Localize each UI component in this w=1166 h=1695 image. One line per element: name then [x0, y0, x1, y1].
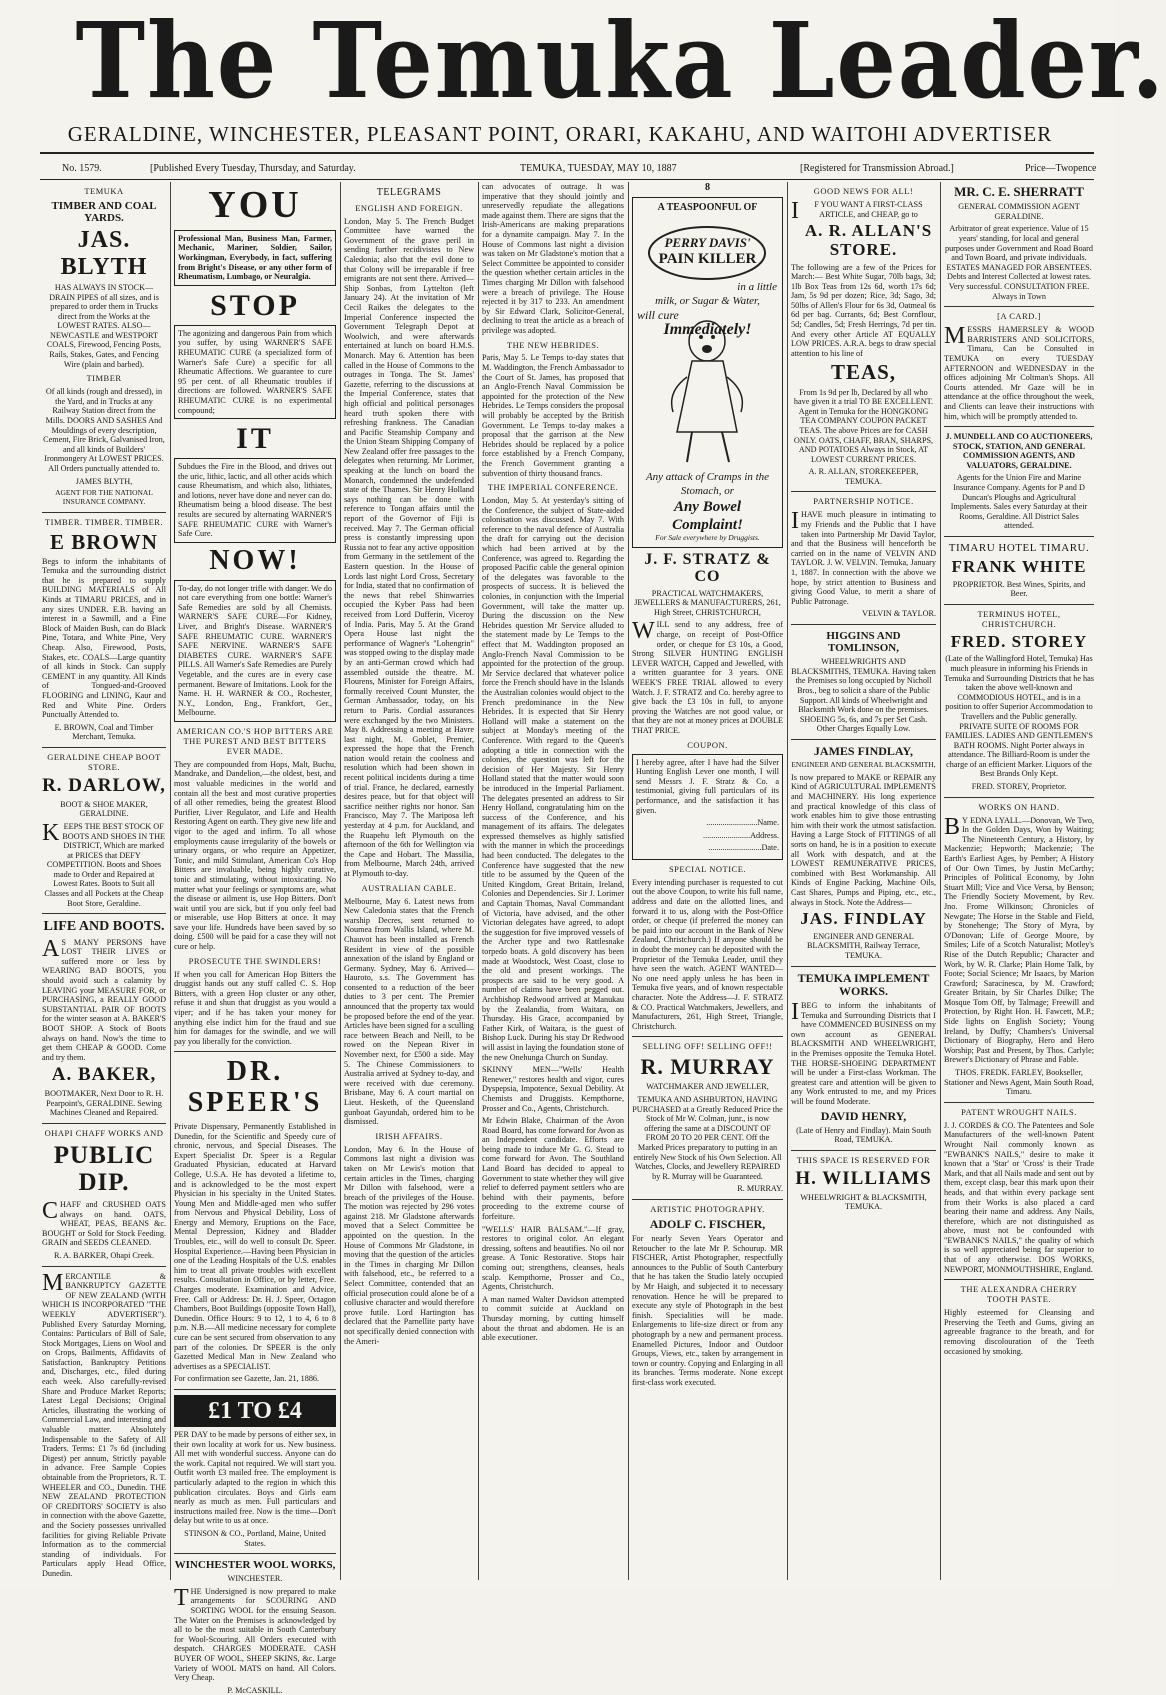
divider [944, 536, 1094, 537]
mundell-heading: J. MUNDELL AND CO AUCTIONEERS, STOCK, STATION, AND GENERAL COMMISSION AGENTS, AND VALUATORS, GERALDINE. [945, 432, 1093, 470]
speer-heading: DR. SPEER'S [187, 1056, 323, 1119]
australian-news-body: Melbourne, May 6. Latest news from New Caledonia states that the French warship Decres, sent returned to Noumea from Wallis Island, where M. Chauvot has been installed as French Resident in view of the possible annexation of the island by England or Germany. Sydney, May 6. Arrived—Hauroto, s.s. The Government has consented to a reduction of the beer duties to 3 per cent. The Premier announced that the property tax would be proposed before the end of the year. Articles have been signed for a sculling race between Beach and Neill, to be rowed on the Nepean River in November next, for £500 a side. May 5. The Chinese Commissioners to Australia arrived at Sydney to-day, and were received with due ceremony. Brisbane, May 6. A court martial on Lieut. Hesketh, of the Queensland gunboat Gayundah, ordered him to be dismissed. [344, 896, 474, 1127]
williams-name: H. WILLIAMS [795, 1167, 932, 1189]
perry-davis-name: PERRY DAVIS' [664, 235, 751, 251]
column-2 [174, 182, 336, 1695]
david-henry-name: DAVID HENRY, [820, 1108, 907, 1123]
blyth-timber: TIMBER [86, 373, 122, 384]
darlow-body: KEEPS THE BEST STOCK OF BOOTS AND SHOES IN THE DISTRICT, Which are marked at PRICES that DEFY COMPETITION. Boots and Shoes made to Order and Repaired at Lowest Rates. Boots to Suit all Classes and all Pockets at the Cheap Boot Store, Geraldine. [42, 819, 165, 908]
david-henry-sub: (Late of Henry and Findlay). Main South Road, TEMUKA. [796, 1125, 931, 1145]
column-7 [944, 182, 1094, 1580]
mundell-body: Agents for the Union Fire and Marine Insurance Company. Agents for P and D Duncan's Ploughs and Agricultural Implements. Sales every Saturday at their Rooms, Geraldine. All District Sales attended. [950, 473, 1088, 531]
wool-sub: WINCHESTER. [227, 1574, 283, 1584]
findlay-name: JAS. FINDLAY [800, 909, 927, 929]
terminus-hotel-heading: TERMINUS HOTEL, CHRISTCHURCH. [977, 608, 1061, 629]
will-cure-text: will cure [637, 308, 679, 323]
column-1 [42, 182, 166, 1580]
fischer-body: For nearly Seven Years Operator and Retoucher to the late Mr P. Schourup. MR FISCHER, Artist Photographer, respectfully announces to the Public of South Canterbury that he has taken the Studio lately occupied by Mr Haigh, and subjected it to necessary renovation. Hence he will be prepared to execute any style of Photograph in the best finish. Specialities will be made. Enlargements to life-size direct or from any photograph by a new and permanent process. Enamelled Pictures, Indoor and Outdoor Groups, Views, etc., taken by arrangement in town or country. Copying and Enlarging in all its branches. Terms moderate. None except first-class work executed. [632, 1234, 783, 1388]
divider [791, 739, 936, 740]
issue-date: TEMUKA, TUESDAY, MAY 10, 1887 [520, 163, 677, 174]
divider [944, 426, 1094, 427]
coupon-body: I hereby agree, after I have had the Silver Hunting English Lever one month, I will send Messrs J. F. Stratz & Co. a testimonial, giving full particulars of its performance, and the satisfaction it has given. [636, 757, 779, 815]
williams-sub: WHEELWRIGHT & BLACKSMITH, TEMUKA. [800, 1192, 927, 1212]
stinson-heading: £1 TO £4 [174, 1395, 336, 1427]
frank-white-sub: PROPRIETOR. Best Wines, Spirits, and Beer. [952, 579, 1086, 599]
column-divider [628, 182, 629, 1580]
selling-off-heading: SELLING OFF! SELLING OFF!! [642, 1041, 773, 1052]
bowel-complaint-text: Any Bowel Complaint! [672, 498, 743, 533]
teas-heading: TEAS, [830, 360, 897, 385]
coupon-date-line[interactable]: ..........................Date. [708, 843, 779, 853]
dateline-rule [40, 179, 1094, 180]
dip-body: CHAFF and CRUSHED OATS always on hand. OATS, WHEAT, PEAS, BEANS &c. BOUGHT or Sold for Stock Feeding. GRAIN and SEEDS CLEANED. [42, 1197, 166, 1248]
timaru-hotel-heading: TIMARU HOTEL TIMARU. [948, 542, 1090, 555]
registration-note: [Registered for Transmission Abroad.] [800, 163, 954, 174]
frank-white-name: FRANK WHITE [951, 556, 1087, 576]
storey-signature: FRED. STOREY, Proprietor. [971, 782, 1067, 792]
works-on-hand-heading: WORKS ON HAND. [978, 801, 1060, 812]
baker-name: A. BAKER, [51, 1064, 157, 1086]
new-hebrides-heading: THE NEW HEBRIDES. [506, 339, 600, 350]
divider [944, 306, 1094, 307]
divider [791, 491, 936, 492]
sherratt-body: Arbitrator of great experience. Value of 15 years' standing, for local and general purposes under Government and Road Board and Town Board, and private individuals. ESTATES MANAGED FOR ABSENTEES. Debts and Interest Collected at lowest rates. Very successful. CONSULTATION FREE. Always in Town [944, 224, 1094, 301]
dip-signature: R. A. BARKER, Ohapi Creek. [53, 1250, 155, 1260]
card-heading: [A CARD.] [997, 311, 1041, 322]
it-heading: IT [236, 422, 274, 456]
pain-killer-illustration [637, 217, 778, 467]
hebrides-news-body: Paris, May 5. Le Temps to-day states that M. Waddington, the French Ambassador to the Court of St. James, has proposed that an Anglo-French Naval Commission be appointed for the protection of the New Hebrides. Le Temps considers the proposal will probably be accepted by the British Government. Le Temps to-day makes a proposal that the garrison at the New Hebrides should be replaced by a police force established by a French Company, the French Government granting a subvention of thirty thousand francs. [482, 353, 624, 478]
dip-heading: OHAPI CHAFF WORKS AND [44, 1128, 164, 1139]
cramps-text: Any attack of Cramps in the Stomach, or [645, 471, 770, 497]
partnership-signature: VELVIN & TAYLOR. [862, 609, 936, 619]
stinson-body: PER DAY to be made by persons of either sex, in their own locality at work for us. New business. All met with wonderful success. Anyone can do the work. Capital not required. We will start you. Outfit worth £3 mailed free. The employment is particularly adapted to the region in which this publication circulates. Boys and Girls earn nearly as much as men. Full particulars and instructions mailed free. Now is the time—Don't delay but write to us at once. [174, 1430, 336, 1526]
it-body: Subdues the Fire in the Blood, and drives out the uric, lithic, lactic, and all other acids which cause Rheumatism, and which also, lithiates, and lotions, never have done and never can do. Rheumatism being a blood disease. The best results are secured by alternating WARNER'S SAFE RHEUMATIC CURE with Warner's Safe Cure. [174, 458, 336, 543]
gazette-body: MERCANTILE & BANKRUPTCY GAZETTE OF NEW ZEALAND (WITH WHICH IS INCORPORATED "THE WEEKLY ADVERTISER"). Published Every Saturday Morning, Contains: Particulars of Bill of Sale, Stock Mortgages, Liens on Wool and on Crops, Bailments, Affidavits of Satisfaction, Bankruptcy Petitions and, Discharges, etc., filed during each week. Also carefully-revised Share and Produce Market Reports; Latest Legal Decisions; Original Articles, illustrating the working of Commercial Law, and interesting and valuable matter. Absolutely Indispensable to the Safety of All Traders. Terms: £1 7s 6d (including Digest) per annum, Strictly payable in advance. Free Sample Copies obtainable from the Proprietors, R. T. WHEELER and CO., Dunedin. THE NEW ZEALAND PROTECTION OF CREDITORS' SOCIETY is also in connection with the above Gazette, and the Society possesses unrivalled facilities for giving Reliable Private Information as to the commercial standing of individuals. For Particulars apply Head Office, Dunedin. [42, 1269, 166, 1578]
darlow-sub: BOOT & SHOE MAKER, GERALDINE. [60, 799, 148, 819]
imperial-conference-heading: THE IMPERIAL CONFERENCE. [487, 482, 619, 493]
baker-body: AS MANY PERSONS have LOST THEIR LIVES or suffered more or less by WEARING BAD BOOTS, you should avoid such a calamity by LEAVING your MEASURE FOR, or PURCHASING, a REALLY GOOD SUBSTANTIAL PAIR OF BOOTS for the winter season at A. BAKER'S BOOT SHOP. A Stock of Boots always on hand. Now's the time to get them CHEAP & GOOD. Come and try them. [42, 935, 166, 1062]
baker-heading: LIFE AND BOOTS. [43, 919, 165, 935]
divider [944, 1102, 1094, 1103]
telegrams-heading: TELEGRAMS [376, 187, 442, 198]
divider [174, 1389, 336, 1390]
divider [791, 624, 936, 625]
implement-works-body: IBEG to inform the inhabitants of Temuka and Surrounding Districts that I have COMMENCED BUSINESS on my own account as GENERAL BLACKSMITH AND WHEELWRIGHT, in the Premises opposite the Temuka Hotel. THE HORSE-SHOEING DEPARTMENT will be under a First-class Workman. The greatest care and attention will be given to any Work entrusted to me, and my Prices will be found Moderate. [791, 998, 936, 1106]
stratz-name: J. F. STRATZ & CO [644, 550, 771, 586]
column-divider [940, 182, 941, 1580]
blyth-agent: AGENT FOR THE NATIONAL INSURANCE COMPANY. [55, 488, 153, 506]
allan-store-name: A. R. ALLAN'S STORE. [804, 221, 933, 259]
good-news-heading: GOOD NEWS FOR ALL! [813, 186, 914, 196]
milk-text: milk, or Sugar & Water, [655, 295, 760, 308]
nails-heading: PATENT WROUGHT NAILS. [961, 1106, 1077, 1117]
teaspoonful-text: A TEASPOONFUL OF [657, 201, 758, 213]
dip-name: PUBLIC DIP. [53, 1141, 155, 1197]
sale-text: For Sale everywhere by Druggists. [655, 532, 760, 542]
conference-news-body: London, May 5. At yesterday's sitting of the Conference, the subject of State-aided colonisation was discussed. May 7. With reference to the naval defence of Australia the draft for carrying out the decision which had been arrived at by the Conference, was agreed to. Regarding the proposed Pacific cable the general opinion of the delegates was favorable to the prospects of success. It is believed the colonies, in conjunction with the Imperial Government, will take the matter up. During the discussion on the New Hebrides question Mr Service alluded to the statement made by Le Temps to the effect that M. Waddington proposed an Anglo-French Naval Commission to be appointed for the protection of the group. Mr Service declared that whatever police force the French should have in the Islands the Australian colonies would object to the French predominance in the New Hebrides. It is expected that Sir Henry Holland will make a statement on the subject at Monday's meeting of the Conference. With regard to the Queen's adopting a title in connection with the colonies, the question was left for the decision of Her Majesty. Sir Henry Holland stated that the matter would soon be introduced in the Imperial Parliament. The delegates presented an address to Sir Henry Holland, congratulating him on the success of the Conference, and his management of its affairs. The delegates expressed themselves as highly satisfied with the manner in which the proceedings had been conducted. The delegates to the Conference have suggested that the new title to be assumed by the Queen of the United Kingdom, Great Britain, Ireland, Colonies and Dependencies. Sir J. Lorimer and Captain Thomas, Naval Commandant of Victoria, have advised, and the other Victorian delegates have agreed, to adopt the suggestion for five improved vessels of the Archer type and two Rattlesnake torpedo boats. A gold discovery has been made at Woodstock, West Coast, close to the old and present workings. The prospects are said to be very good. A number of claims have been pegged out. Archbishop Redwood arrived at Manukau by the Zealandia, from Waitara, on Thursday. His Grace, accompanied by Father Kirk, of Waitara, is the guest of Bishop Luck. During his stay Dr Redwood will assist in laying the foundation stone of the new Onehunga Church on Sunday. [482, 496, 624, 1062]
divider [944, 797, 1094, 798]
allan-signature: A. R. ALLAN, STOREKEEPER, TEMUKA. [808, 467, 919, 486]
blake-news: Mr Edwin Blake, Chairman of the Avon Road Board, has come forward for Avon as an Independent candidate. Efforts are being made to induce Mr G. G. Stead to come forward for Avon. The Southland Land Board has decided to appeal to Government to state whether they will give relief to deferred payment settlers who are behind with their payments, before proceeding to the extreme course of forfeiture. [482, 1116, 624, 1222]
works-on-hand-body: BY EDNA LYALL.—Donovan, We Two, In the Golden Days, Won by Waiting; The Nineteenth Century, a History, by Mackenzie; Hepworth; Mackenzie; The Earth's Earliest Ages, by Pember; A History of Our Own Times, by Justin McCarthy; Principles of Political Economy, by John Stuart Mill; Vice and Vice Versa, by Benson; The Friendly Society Movement, by Rev. Jno. Frome Wilkinson; Chronicles of Newgate; The Horse in the Stable and Field, by Stonehenge; The Story of Myra, by O'Donovan; Life of George Moore, by Smiles; Life of a Scotch Naturalist; Motley's Rise of the Dutch Republic; Character and Work, by W. R. Clarke; Plain Home Talk, by Foote; Social Science; Mr Isaacs, by Marion Crawford; Saracinesca, by M. Crawford; Greater Britain, by Sir Charles Dilke; The Mosque Tom Off, by Talmage; Freewill and Protection, by Right Hon. H. Fawcett, M.P.; Side lights on English Society; Young Ireland, by Duffy; Chambers's Universal Dictionary of Biography, Hero and Hero Worship; Past and Present, by Thos. Carlyle; Brewer's Dictionary of Phrase and Fable. [944, 813, 1094, 1065]
divider [42, 747, 166, 748]
photography-heading: ARTISTIC PHOTOGRAPHY. [650, 1203, 765, 1214]
wool-body: THE Undersigned is now prepared to make arrangements for SCOURING AND SORTING WOOL for the ensuing Season. The Water on the Premises is acknowledged by all to be the most suitable in South Canterbury for Wool-Scouring. All Orders executed with despatch. CHARGES MODERATE. CASH BUYER OF WOOL, SHEEP SKINS, &c. Large Variety of WOOL MATS on hand. All Colors. Very Cheap. [174, 1584, 336, 1683]
brown-name: E BROWN [50, 529, 158, 554]
allan-prices: The following are a few of the Prices for March:— Best White Sugar, 70lb bags, 3d; 1lb Box Teas from 12s 6d, worth 17s 6d; Jam, 5s 9d per dozen; Rice, 3d; Sago, 3d; 50lbs of Allen's Flour for 6s 3d, Oatmeal 6s 6d per bag. Currants, 6d; Best Cornflour, 5d; Candles, 5d; Fresh Herrings, 7d per tin. And every other Article AT EQUALLY LOW PRICES. A.R.A. begs to draw special attention to his line of [791, 262, 936, 358]
fischer-name: ADOLF C. FISCHER, [649, 1216, 766, 1231]
coupon-heading: COUPON. [687, 739, 728, 750]
blyth-town: TEMUKA [84, 186, 124, 196]
higgins-body: WHEELWRIGHTS AND BLACKSMITHS, TEMUKA. Having taken the Premises so long occupied by Nicholl Bros., beg to solicit a share of the Public Support. All kinds of Wheelwright and Blacksmith Work done on the premises. SHOEING 5s, 6s, and 7s per Set Cash. Other Charges Equally Low. [791, 657, 936, 734]
sherratt-sub: GENERAL COMMISSION AGENT GERALDINE. [958, 202, 1080, 221]
skinny-men-notice: SKINNY MEN—"Wells' Health Renewer," restores health and vigor, cures Dyspepsia, Impotence, Sexual Debility. At Chemists and Druggists. Kempthorne, Prosser and Co., Agents, Christchurch. [482, 1065, 624, 1113]
davidson-news: A man named Walter Davidson attempted to commit suicide at Auckland on Thursday morning, by cutting himself about the throat and abdomen. He is an able executioner. [482, 1294, 624, 1343]
irish-news-continued: can advocates of outrage. It was imperative that they should jointly and unreservedly repudiate the allegations made against them. There are signs that the Irish-Americans are making preparations for a dynamite campaign. May 7. In the House of Commons last night a division was taken on Mr Gladstone's motion that a Select Committee be appointed to consider the question whether certain articles in the Times charging Mr Dillon with falsehood were a breach of privilege. The House rejected it by 317 to 233. An amendment by Sir Edward Clark, Solicitor-General, declining to treat the article as a breach of privilege was adopted. [482, 182, 624, 335]
brown-body: Begs to inform the inhabitants of Temuka and the surrounding district that he is prepared to supply BUILDING MATERIALS of All Kinds at TIMARU PRICES, and in any sizes UNDER. E.B. having an interest in a Sawmill, and a Fine Block of Maiden Bush, can do Black Pine, Totara, and White Pine, Very Cheap. Also, Firewood, Posts, Stakes, etc. COALS—Large quantity of all kinds in Stock. Can supply CEMENT in any quantity. All Kinds of Tongued-and-Grooved FLOORING and LINING, Kaur and Red and White Pine. Orders Punctually Attended to. [42, 556, 166, 720]
little-text: in a little [737, 281, 777, 294]
hair-balsam-notice: "WELLS' HAIR BALSAM."—If gray, restores to original color. An elegant dressing, softens and beautifies. No oil nor grease. A Tonic Restorative. Stops hair coming out; strengthens, cleanses, heals scalp. Kempthorne, Prosser and Co., Agents, Christchurch. [482, 1224, 624, 1292]
murray-body: TEMUKA AND ASHBURTON, HAVING PURCHASED at a Greatly Reduced Price the Stock of Mr W. Colman, junr., is now offering the same at a DISCOUNT OF FROM 20 TO 20 PER CENT. Off the Marked Prices preparatory to putting in an entirely New Stock of his Own Selection. All Watches, Clocks, and Jewellery REPAIRED by R. Murray will be Guaranteed. [632, 1095, 783, 1181]
implement-works-heading: TEMUKA IMPLEMENT WORKS. [797, 970, 930, 998]
higgins-name: HIGGINS AND TOMLINSON, [826, 629, 901, 655]
now-heading: NOW! [209, 544, 301, 576]
coupon-box[interactable] [632, 754, 783, 860]
special-notice-body: Every intending purchaser is requested to cut out the above Coupon, to write his full name, address and date on the allotted lines, and forward it to us, along with the Post-Office order, or cheque (if preferred the money can be paid into our account in the Bank of New Zealand, Christchurch.) If anyone should be in doubt the money can be deposited with the Proprietor of the Temuka Leader, until they have seen the watch. AGENT WANTED—No one need apply unless he has been in Temuka five years, and of known respectable character. Note the Address—J. F. STRATZ & CO. Practical Watchmakers, Jewellers, and Manufacturers, 261, High Street, Triangle, Christchurch. [632, 877, 783, 1031]
teas-body: From 1s 9d per lb, Declared by all who have given it a trial TO BE EXCELLENT. Agent in Temuka for the HONGKONG TEA COMPANY COUPON PACKET TEAS. The above Prices are for CASH ONLY. OATS, CHAFF, BRAN, SHARPS, AND POTATOES Always in Stock, AT LOWEST CURRENT PRICES. [793, 387, 934, 464]
speer-confirmation: For confirmation see Gazette, Jan. 21, 1886. [174, 1374, 320, 1384]
divider [42, 1123, 166, 1124]
wool-signature: P. McCASKILL. [227, 1685, 283, 1695]
masthead-subtitle: GERALDINE, WINCHESTER, PLEASANT POINT, ORARI, KAKAHU, AND WAITOHI ADVERTISER [67, 122, 1053, 146]
english-foreign-heading: ENGLISH AND FOREIGN. [355, 202, 463, 213]
irish-news-body: London, May 6. In the House of Commons last night a division was taken on Mr Lewis's motion that certain articles in the Times, charging Mr Dillon with falsehood, were a breach of the privileges of the House. The motion was rejected by 296 votes against 218. Mr Gladstone afterwards moved that a Select Committee be appointed on the question. In the House of Commons Mr Gladstone, in moving that the question of the articles in the Times in charging Mr Dillon with falsehood, etc., be referred to a Select Committee, contended that an official prosecution could alone be of a collusive character and would therefore prove futile. Lord Hartington has declared that the Parnellite party have not specifically denied connection with the Ameri- [344, 1144, 474, 1346]
divider [791, 1150, 936, 1151]
fred-storey-name: FRED. STOREY [950, 631, 1088, 651]
allan-intro: IF YOU WANT A FIRST-CLASS ARTICLE, and CHEAP, go to [791, 197, 923, 224]
now-body: To-day, do not longer trifle with danger. We do not care everything from one bottle: Warner's Safe Remedies are sold by all Chemists. WARNER'S SAFE CURE—For Kidney, Liver, and Bright's Disease. WARNER'S SAFE RHEUMATIC CURE. WARNER'S SAFE NERVINE. WARNER'S SAFE DIABETES CURE. WARNER'S SAFE PILLS. All Warner's Safe Remedies are Purely Vegetable, and the cures are in every case permanent. Beware of Imitations. Look for the Name. H. H. WARNER & CO., Rochester, N.Y., London, Eng., Frankfort, Ger., Melbourne. [174, 580, 336, 722]
australian-cable-heading: AUSTRALIAN CABLE. [361, 882, 457, 893]
tooth-paste-heading: THE ALEXANDRA CHERRY TOOTH PASTE. [960, 1284, 1078, 1305]
masthead-rule [40, 152, 1094, 154]
column-divider [787, 182, 788, 1580]
findlay-signature: ENGINEER AND GENERAL BLACKSMITH, Railway Terrace, TEMUKA. [807, 931, 920, 961]
you-heading: YOU [208, 184, 302, 226]
storey-body: (Late of the Wallingford Hotel, Temuka) Has much pleasure in informing his Friends in Temuka and Surrounding Districts that he has taken the above well-known and COMMODIOUS HOTEL, and is in a position to offer Superior Accommodation to Travellers and the Public generally. PRIVATE SUITE OF ROOMS FOR FAMILIES. LADIES AND GENTLEMEN'S BATH ROOMS. Night Porter always in attendance. The Billiard-Room is under the charge of an efficient Marker. Liquors of the Best Brands Only Kept. [944, 654, 1094, 779]
divider [42, 1266, 166, 1267]
column-divider [170, 182, 171, 1580]
special-notice-heading: SPECIAL NOTICE. [668, 863, 747, 874]
sherratt-name: MR. C. E. SHERRATT [954, 184, 1084, 199]
blyth-heading: TIMBER AND COAL YARDS. [51, 199, 157, 225]
speer-body: Private Dispensary, Permanently Established in Dunedin, for the Scientific and Speedy cure of chronic, nervous, and Special Diseases. The Expert Specialist Dr. Speer is a Regular Graduated Physician, educated at Harvard College, U.S.A. He has devoted a lifetime to, and is acknowledged to be the most expert Physician in his specialty in the United States. Young Men and Middle-aged men who suffer from Nervous and Physical Debility, Loss of Energy and Memory, Eruptions on the Face, Mental Depression, Kidney and Bladder Troubles, etc., will do well to consult Dr. Speer. Hospital Experience.—Having been Physician in one of the Leading Hospitals of the U.S. enables him to treat all private troubles with excellent results. Consultation in Office, or by letter, Free. Charges moderate. Examination and Advice, Free. Call or Address: Dr. H. J. Speer, Octagon Chambers, Boot Buildings (opposite Town Hall), Dunedin. Office Hours: 9 to 12, 1 to 4, 6 to 8 p.m. N.B.—All medicine necessary for complete cure can be sent secured from observation to any part of the colonies. Dr SPEER is the only Gazetted Medical Man in New Zealand who advertises as a SPECIALIST. [174, 1121, 336, 1371]
reserved-heading: THIS SPACE IS RESERVED FOR [796, 1154, 931, 1165]
page-number: 8 [705, 182, 710, 193]
divider [174, 1051, 336, 1052]
blyth-name: JAS. BLYTH [60, 227, 148, 280]
column-4 [482, 182, 624, 1580]
coupon-name-line[interactable]: .........................Name. [706, 818, 779, 828]
findlay-body: Is now prepared to MAKE or REPAIR any Kind of AGRICULTURAL IMPLEMENTS and MACHINERY. His long experience and practical knowledge of this class of work enables him to give those entrusting him with their work the utmost satisfaction. Having a Large Stock of FITTINGS of all sorts on hand, he is in a position to execute all Work with despatch, and at the LOWEST REMUNERATIVE PRICES, combined with Best Workmanship. All Kinds of Engine Packing, Machine Oils, Cast Shares, Pumps and Piping, etc., etc., always in Stock. Note the Address— [791, 772, 936, 907]
pain-killer-name: PAIN KILLER [658, 251, 757, 268]
stop-body: The agonizing and dangerous Pain from which you suffer, by using WARNER'S SAFE RHEUMATIC CURE (a specialized form of Warner's Safe Cure) a specific for all Rheumatic Affections. We guarantee to cure 95 per cent. of all Rheumatic troubles if directions are followed. WARNER'S SAFE RHEUMATIC CURE is no experimental compound; [174, 325, 336, 419]
pain-killer-ad [632, 197, 783, 548]
hamersley-body: MESSRS HAMERSLEY & WOOD BARRISTERS AND SOLICITORS, Timaru, Can be Consulted in TEMUKA on every TUESDAY AFTERNOON and WEDNESDAY in the offices adjoining Mr Coltman's Shops. All Courts attended. Mr Gaze will be in attendance at the office throughout the week, and Clients can leave their instructions with him, which will be promptly attended to. [944, 323, 1094, 421]
divider [791, 966, 936, 967]
hop-bitters-body: They are compounded from Hops, Malt, Buchu, Mandrake, and Dandelion,—the oldest, best, and most valuable medicines in the world and contain all the best and most curative properties of all other remedies, being the greatest Blood Purifier, Liver Regulator, and Life and Health Restoring Agent on earth. They give new life and vigor to the aged and infirm. To all whose employments cause irregularity of the bowels or urinary organs, or who require an Appetizer, Tonic, and mild Stimulant, American Co's Hop Bitters are invaluable, being highly curative, tonic and stimulating, without intoxicating. No matter what your feelings or symptoms are, what the disease or ailment is, use Hop Bitters. Don't wait until you are sick, but if you only feel bad or miserable, use Hop Bitters at once. It may save your life. Hundreds have been saved by so doing. £500 will be paid for a case they will not cure or help. [174, 759, 336, 952]
stratz-sub: PRACTICAL WATCHMAKERS, JEWELLERS & MANUFACTURERS, 261, High Street, CHRISTCHURCH, [634, 588, 781, 617]
baker-sub: BOOTMAKER, Next Door to R. H. Pearpoint's, GERALDINE. Sewing Machines Cleaned and Repaired. [44, 1089, 164, 1118]
hop-bitters-heading: AMERICAN CO.'S HOP BITTERS ARE THE PUREST AND BEST BITTERS EVER MADE. [176, 725, 334, 756]
findlay-sub: ENGINEER AND GENERAL BLACKSMITH, [791, 760, 936, 770]
brown-top: TIMBER. TIMBER. TIMBER. [44, 516, 164, 527]
stop-heading: STOP [210, 288, 300, 322]
findlay-heading: JAMES FINDLAY, [813, 743, 914, 758]
brown-signature: E. BROWN, Coal and Timber Merchant, Temuka. [54, 722, 154, 742]
column-divider [478, 182, 479, 1580]
publication-days: [Published Every Tuesday, Thursday, and Saturday. [150, 163, 356, 174]
immediately-text: Immediately! [663, 321, 752, 339]
foreign-news-body: London, May 5. The French Budget Committee have warned the Government of the grave peril in sending further recidivistes to New Caledonia; also that the evil done to that Colony will be irreparable if free emigrants are not sent there. Arrived—Ship Sonbas, from Lyttelton (left January 24). At the invitation of Mr Cecil Raikes the delegates to the Imperial Conference inspected the Government Telegraph Depot at Woolwich, and were afterwards entertained at lunch on board H.M.S. Monarch. May 6. Attention has been called in the House of Commons to the outrages in Tonga. The St. James' Gazette, referring to the discussions at the Imperial Conference, states that high official and political personages heard truth spoken there with refreshing frankness. The Canadian and Pacific Steamship Company and the Union Steam Shipping Company of New Zealand offer free passages to the delegates when returning. Mr Lorimer, speaking at the lunch on board the Monarch, condemned the undefended state of the Thames. Sir Henry Holland says nothing can be done with reference to Tongan affairs until the report of the Governor of Fiji is received. May 7. The German official press is constantly impressing upon Russia not to fear any active opposition from Germany in the settlement of the Eastern question. In the House of Lords last night Lord Cross, Secretary for India, stated that no confirmation of the news that rebel Shinwarries occupied the Kyber Pass had been received from Lord Dufferin, Viceroy of India. Paris, May 5. At the Grand Opera House last night the performance of Wagner's "Lohengrin" was stopped owing to the display made by an anti-German crowd which had assembled outside the theatre. M. Flourens, Minister for Foreign Affairs, formally received Count Munster, the German Ambassador, today, on his return to Paris. Cordial assurances were exchanged by the two Ministers. May 8. Addressing a meeting at Havre last night, M. Goblet, Premier, expressed the hope that the French nation would retain the coolness and resolution which had been shown in recent political incidents during a time of trial. France, he declared, earnestly desires peace, but for that object will sacrifice neither rights nor honor. San Francisco, May 7. The Mariposa left yesterday at 4 p.m. for Auckland, and the Ruapehu left Plymouth on the afternoon of the 6th for Wellington via the Cape and Hobart. The Massilia, from Melbourne, March 24th, arrived at Plymouth to-day. [344, 216, 474, 878]
you-body: Professional Man, Business Man, Farmer, Mechanic, Mariner, Soldier, Sailor, Workingman, Everybody, in fact, suffering from Bright's Disease, or any other form of Rheumatism, Lumbago, or Neuralgia. [174, 230, 336, 286]
column-divider [340, 182, 341, 1580]
tooth-paste-body: Highly esteemed for Cleansing and Preserving the Teeth and Gums, giving an agreeable fragrance to the breath, and for removing discolouration of the Teeth occasioned by smoking. [944, 1308, 1094, 1356]
issue-number: No. 1579. [62, 163, 102, 174]
divider [632, 1199, 783, 1200]
stinson-signature: STINSON & CO., Portland, Maine, United States. [184, 1528, 326, 1548]
nails-body: J. J. CORDES & CO. The Patentees and Sole Manufacturers of the well-known Patent Wrought Nail commonly known as "EWBANK'S NAILS," desire to make it known that a 'Star' or 'Cross' is their Trade Mark, and that all Nails made and sent out by them, except clasp, bear this mark upon their heads, and that within every package sent from their Works is also placed a card bearing their name and address. Any Nails, therefore, which are not distinguished as above, must not be confounded with "EWBANK'S NAILS," the quality of which is so well appreciated being far superior to that of any otherwise. DOS WORKS, NEWPORT, MONMOUTHSHIRE, England. [944, 1120, 1094, 1274]
blyth-signature: JAMES BLYTH, [75, 476, 133, 486]
partnership-body: IHAVE much pleasure in intimating to my Friends and the Public that I have taken into Partnership Mr David Taylor, and that the Business will henceforth be carried on in the name of VELVIN AND TAYLOR. J. W. VELVIN. Temuka, January 1, 1887. In connection with the above we hope, by strict attention to Business and giving Good Value, to merit a share of Public Patronage. [791, 508, 936, 606]
divider [42, 512, 166, 513]
darlow-name: R. DARLOW, [42, 774, 166, 796]
column-5 [632, 182, 783, 1580]
swindlers-heading: PROSECUTE THE SWINDLERS! [188, 955, 322, 966]
wool-heading: WINCHESTER WOOL WORKS, [174, 1559, 336, 1572]
divider [42, 913, 166, 914]
blyth-body-2: Of all kinds (rough and dressed), in the Yard, and in Trucks at any Railway Station direct from the Mills. DOORS AND SASHES And Mouldings of every description, Cement, Fire Brick, Galvanised Iron, and all kinds of Builders' Ironmongery At LOWEST PRICES. All Orders punctually attended to. [43, 387, 165, 473]
divider [944, 1279, 1094, 1280]
column-6 [791, 182, 936, 1580]
partnership-heading: PARTNERSHIP NOTICE. [813, 496, 914, 507]
divider [944, 604, 1094, 605]
irish-affairs-heading: IRISH AFFAIRS. [375, 1130, 443, 1141]
issue-price: Price—Twopence [1025, 163, 1097, 174]
murray-sub: WATCHMAKER AND JEWELLER, [646, 1082, 769, 1092]
divider [632, 1036, 783, 1037]
divider [174, 1553, 336, 1554]
column-3 [344, 182, 474, 1580]
murray-name: R. MURRAY [640, 1054, 775, 1080]
murray-signature: R. MURRAY. [737, 1184, 783, 1194]
stratz-body: WILL send to any address, free of charge, on receipt of Post-Office order, or cheque for £3 10s, a Good, Strong SILVER HUNTING ENGLISH LEVER WATCH, Capped and Jewelled, with a written guarantee for 3 years. ONE WEEK'S FREE TRIAL allowed to every Watch. J. F. STRATZ and Co. hereby agree to give back the £3 10s in full, to anyone proving the Watches are not good value, or that they are not at money prices at DOUBLE THAT PRICE. [632, 618, 783, 736]
farley-signature: THOS. FREDK. FARLEY, Bookseller, Stationer and News Agent, Main South Road, Timaru. [944, 1068, 1094, 1097]
masthead-title: The Temuka Leader. [75, 0, 1166, 122]
blyth-body: HAS ALWAYS IN STOCK— DRAIN PIPES of all sizes, and is prepared to order them in Trucks direct from the Works at the LOWEST RATES. ALSO— NEWCASTLE and WESTPORT COALS, Firewood, Fencing Posts, Rails, Stakes, Gates, and Fencing Wire (plain and barbed). [46, 282, 162, 369]
dateline [40, 160, 1097, 180]
coupon-address-line[interactable]: .......................Address. [703, 830, 779, 840]
swindlers-body: If when you call for American Hop Bitters the druggist hands out any stuff called C. S. Hop Bitters, with a green Hop cluster or any other, refuse it and shun that druggist as you would a viper; and if he has taken your money for anything else indict him for the fraud and sue him for damages for the swindle, and we will pay you liberally for the conviction. [174, 969, 336, 1046]
darlow-heading: GERALDINE CHEAP BOOT STORE. [47, 751, 161, 772]
